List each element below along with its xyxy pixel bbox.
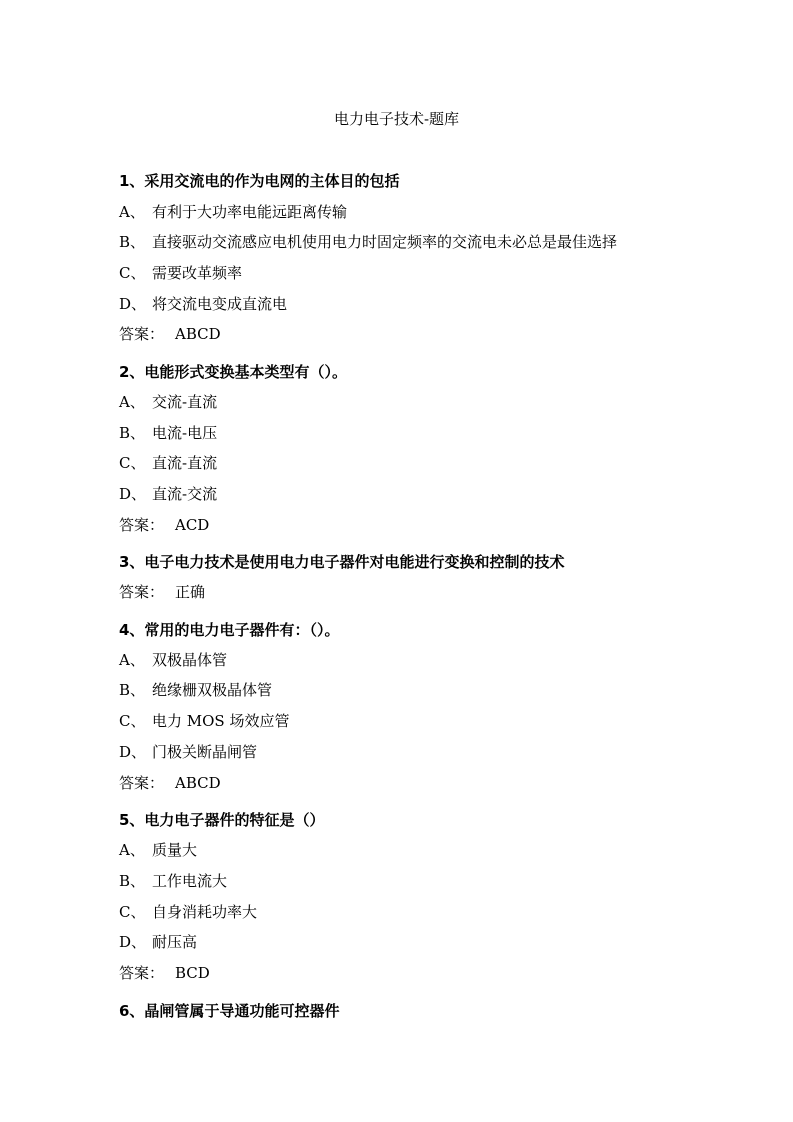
answer-value: ABCD	[175, 325, 221, 343]
question-1-option-a	[119, 201, 347, 223]
question-5-answer	[119, 962, 210, 984]
question-2-option-c	[119, 452, 217, 474]
question-1-option-c	[119, 262, 242, 284]
option-text: 工作电流大	[152, 872, 228, 890]
option-text: 自身消耗功率大	[152, 903, 258, 921]
option-letter: B、	[119, 424, 146, 442]
option-letter: C、	[119, 903, 146, 921]
answer-label: 答案：	[119, 325, 165, 343]
option-letter: C、	[119, 264, 146, 282]
option-letter: A、	[119, 203, 145, 221]
option-letter: D、	[119, 295, 147, 313]
option-letter: A、	[119, 651, 145, 669]
option-text: 需要改革频率	[152, 264, 243, 282]
question-5-option-d	[119, 931, 197, 953]
question-5-option-c	[119, 901, 257, 923]
question-3-answer	[119, 581, 205, 603]
option-text: 直流-交流	[152, 485, 218, 503]
answer-label: 答案：	[119, 516, 165, 534]
question-5-option-a	[119, 839, 197, 861]
answer-label: 答案：	[119, 583, 165, 601]
question-4-option-c	[119, 710, 289, 732]
question-2-answer	[119, 514, 209, 536]
option-letter: D、	[119, 485, 147, 503]
answer-value: 正确	[175, 583, 206, 601]
answer-value: ACD	[175, 516, 210, 534]
answer-value: BCD	[175, 964, 210, 982]
question-5-option-b	[119, 870, 227, 892]
option-letter: C、	[119, 454, 146, 472]
question-1: 1、采用交流电的作为电网的主体目的包括	[119, 172, 400, 190]
option-text: 电流-电压	[152, 424, 218, 442]
question-4-option-a	[119, 649, 227, 671]
option-text: 绝缘栅双极晶体管	[152, 681, 273, 699]
question-4-option-b	[119, 679, 272, 701]
option-text: 质量大	[152, 841, 198, 859]
option-text: 双极晶体管	[152, 651, 228, 669]
option-text: 直流-直流	[152, 454, 218, 472]
question-2-option-d	[119, 483, 217, 505]
option-text: 耐压高	[152, 933, 198, 951]
option-letter: D、	[119, 933, 147, 951]
answer-value: ABCD	[175, 774, 221, 792]
question-4: 4、常用的电力电子器件有：（）。	[119, 621, 340, 639]
option-letter: C、	[119, 712, 146, 730]
option-text: 交流-直流	[152, 393, 218, 411]
option-letter: A、	[119, 841, 145, 859]
document-title: 电力电子技术-题库	[333, 110, 460, 128]
option-text: 将交流电变成直流电	[152, 295, 288, 313]
option-letter: B、	[119, 681, 146, 699]
question-3: 3、电子电力技术是使用电力电子器件对电能进行变换和控制的技术	[119, 553, 565, 571]
question-2: 2、电能形式变换基本类型有（）。	[119, 363, 347, 381]
question-1-option-d	[119, 293, 287, 315]
option-letter: B、	[119, 233, 146, 251]
option-letter: D、	[119, 743, 147, 761]
option-letter: A、	[119, 393, 145, 411]
option-text: 电力 MOS 场效应管	[152, 712, 290, 730]
question-4-answer	[119, 772, 221, 794]
question-1-option-b	[119, 231, 617, 253]
option-text: 有利于大功率电能远距离传输	[152, 203, 348, 221]
question-6: 6、晶闸管属于导通功能可控器件	[119, 1002, 340, 1020]
option-text: 门极关断晶闸管	[152, 743, 258, 761]
answer-label: 答案：	[119, 774, 165, 792]
question-1-answer	[119, 323, 221, 345]
question-2-option-a	[119, 391, 217, 413]
option-text: 直接驱动交流感应电机使用电力时固定频率的交流电未必总是最佳选择	[152, 233, 618, 251]
question-5: 5、电力电子器件的特征是（）	[119, 811, 325, 829]
question-4-option-d	[119, 741, 257, 763]
question-2-option-b	[119, 422, 217, 444]
option-letter: B、	[119, 872, 146, 890]
answer-label: 答案：	[119, 964, 165, 982]
